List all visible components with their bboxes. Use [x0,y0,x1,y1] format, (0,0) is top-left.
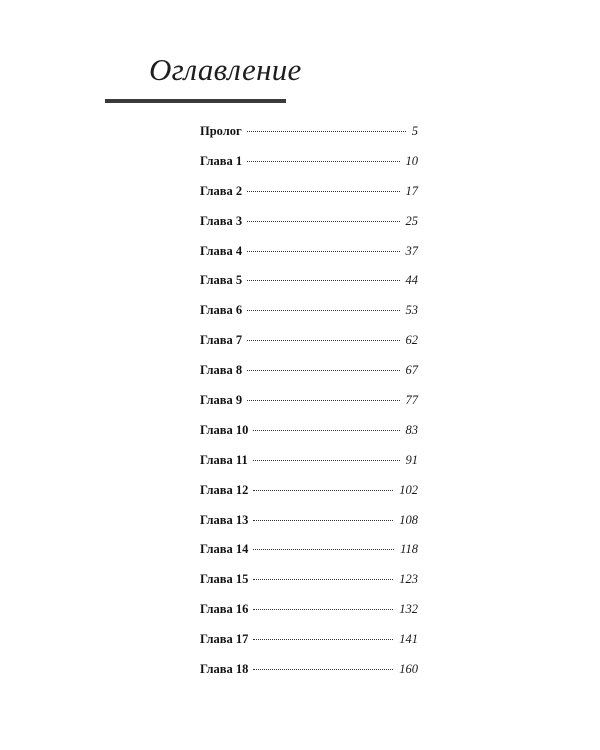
entry-label: Глава 1 [200,153,243,168]
toc-entry[interactable] [200,625,418,655]
page-number: 25 [405,213,418,228]
page-number: 53 [405,303,418,318]
entry-label: Глава 14 [200,542,249,557]
dot-leader [247,280,399,281]
page-number: 118 [400,542,418,557]
dot-leader [253,579,393,580]
page-number: 62 [405,333,418,348]
toc-entry[interactable] [200,207,418,237]
page-number: 5 [411,124,418,138]
toc-entry[interactable] [200,565,418,595]
dot-leader [253,490,393,491]
dot-leader [247,370,399,371]
toc-entry[interactable] [200,117,418,147]
dot-leader [247,251,399,252]
dot-leader [253,549,394,550]
dot-leader [247,131,406,132]
dot-leader [253,669,393,670]
page-number: 17 [405,183,418,198]
page-title: Оглавление [149,52,302,87]
entry-label: Глава 2 [200,183,243,198]
entry-label: Глава 3 [200,213,243,228]
toc-entry[interactable] [200,326,418,356]
page-number: 44 [405,273,418,288]
dot-leader [253,520,393,521]
entry-label: Глава 8 [200,363,243,378]
toc-entry[interactable] [200,595,418,625]
entry-label: Глава 16 [200,602,249,617]
entry-label: Глава 4 [200,243,243,258]
page-number: 141 [399,632,418,647]
title-underline [105,99,286,103]
toc-entry[interactable] [200,535,418,565]
toc-entry[interactable] [200,237,418,267]
page-number: 83 [405,422,418,437]
page-number: 37 [405,243,418,258]
dot-leader [247,340,399,341]
toc-entry[interactable] [200,177,418,207]
dot-leader [253,639,393,640]
page-number: 10 [405,153,418,168]
toc-entry[interactable] [200,386,418,416]
page-number: 91 [405,452,418,467]
dot-leader [247,310,399,311]
entry-label: Глава 15 [200,572,249,587]
entry-label: Пролог [200,124,242,138]
toc-entry[interactable] [200,655,418,685]
dot-leader [253,609,393,610]
page-number: 132 [399,602,418,617]
dot-leader [253,430,399,431]
dot-leader [247,161,399,162]
dot-leader [247,400,399,401]
entry-label: Глава 11 [200,452,248,467]
entry-label: Глава 17 [200,632,249,647]
toc-entry[interactable] [200,476,418,506]
page-number: 108 [399,512,418,527]
toc-entry[interactable] [200,506,418,536]
entry-label: Глава 18 [200,662,249,677]
entry-label: Глава 10 [200,422,249,437]
page-number: 77 [405,393,418,408]
toc-entry[interactable] [200,356,418,386]
entry-label: Глава 13 [200,512,249,527]
dot-leader [247,221,399,222]
page-number: 123 [399,572,418,587]
entry-label: Глава 7 [200,333,243,348]
table-of-contents [200,117,418,685]
page-number: 160 [399,662,418,677]
entry-label: Глава 12 [200,482,249,497]
page-number: 102 [399,482,418,497]
toc-entry[interactable] [200,416,418,446]
dot-leader [247,191,399,192]
toc-entry[interactable] [200,446,418,476]
entry-label: Глава 9 [200,393,243,408]
toc-entry[interactable] [200,266,418,296]
entry-label: Глава 5 [200,273,243,288]
toc-entry[interactable] [200,147,418,177]
toc-entry[interactable] [200,296,418,326]
entry-label: Глава 6 [200,303,243,318]
dot-leader [253,460,400,461]
page-number: 67 [405,363,418,378]
